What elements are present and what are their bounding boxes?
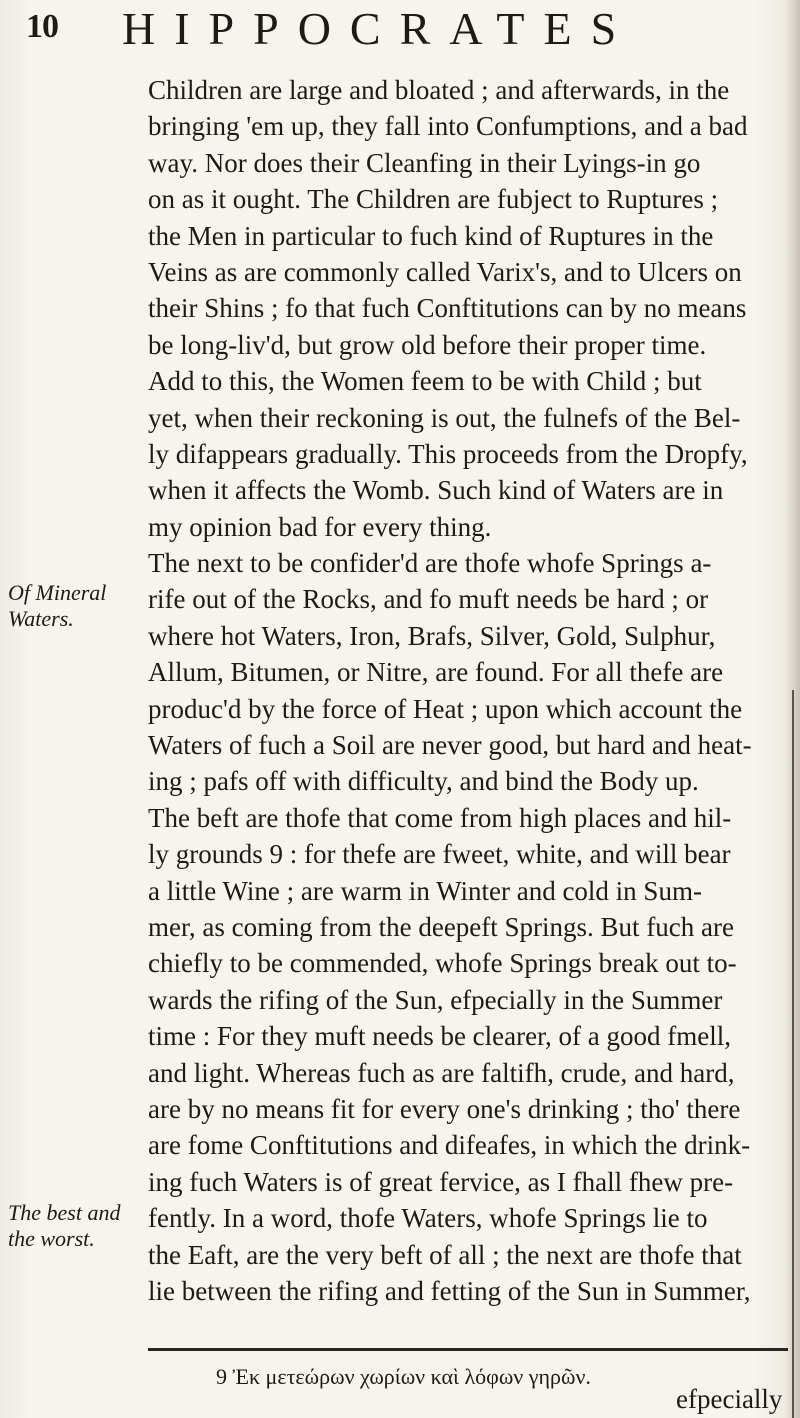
text-line: rife out of the Rocks, and fo muft needs be hard ; or [148, 584, 709, 615]
text-line: on as it ought. The Children are fubject to Ruptures ; [148, 184, 719, 215]
text-line: bringing 'em up, they fall into Confumptions, and a bad [148, 111, 748, 142]
text-line: be long-liv'd, but grow old before their proper time. [148, 329, 707, 360]
marginal-note-mineral-waters: Of Mineral Waters. [8, 580, 107, 631]
text-line: lie between the rifing and fetting of the Sun in Summer, [148, 1275, 751, 1306]
marginal-note-best-worst: The best and the worst. [8, 1200, 121, 1251]
text-line: fently. In a word, thofe Waters, whofe Springs lie to [148, 1203, 708, 1234]
text-line: Veins as are commonly called Varix's, and to Ulcers on [148, 256, 742, 287]
text-line: produc'd by the force of Heat ; upon which account the [148, 693, 743, 724]
text-line: way. Nor does their Cleanfing in their Lyings-in go [148, 147, 701, 178]
text-line: wards the rifing of the Sun, efpecially in the Summer [148, 984, 723, 1015]
footnote-rule [148, 1348, 788, 1351]
page-edge-line [792, 690, 794, 1418]
text-line: their Shins ; fo that fuch Conftitutions can by no means [148, 293, 747, 324]
text-line: Children are large and bloated ; and afterwards, in the [148, 75, 730, 105]
text-line: ly grounds 9 : for thefe are fweet, white, and will bear [148, 839, 731, 870]
text-line: mer, as coming from the deepeft Springs. But fuch are [148, 911, 734, 942]
text-line: are by no means fit for every one's drinking ; tho' there [148, 1093, 741, 1124]
text-line: ing ; pafs off with difficulty, and bind the Body up. [148, 766, 699, 797]
body-text [148, 72, 788, 1309]
catchword: efpecially [676, 1384, 783, 1414]
text-line: The beft are thofe that come from high places and hil- [148, 802, 732, 833]
footnote: 9 Ἐκ μετεώρων χωρίων καὶ λόφων γηρῶν. [216, 1364, 591, 1389]
text-line: yet, when their reckoning is out, the fulnefs of the Bel- [148, 402, 741, 433]
text-line: chiefly to be commended, whofe Springs break out to- [148, 948, 737, 979]
text-line: Waters of fuch a Soil are never good, but hard and heat- [148, 730, 752, 761]
text-line: ing fuch Waters is of great fervice, as I fhall fhew pre- [148, 1166, 734, 1197]
text-line: where hot Waters, Iron, Brafs, Silver, Gold, Sulphur, [148, 620, 716, 651]
text-line: are fome Conftitutions and difeafes, in which the drink- [148, 1130, 751, 1161]
page-number: 10 [26, 8, 58, 45]
text-line: when it affects the Womb. Such kind of Waters are in [148, 475, 724, 506]
text-line: Add to this, the Women feem to be with Child ; but [148, 366, 702, 397]
running-head: HIPPOCRATES [122, 3, 636, 54]
text-line: the Men in particular to fuch kind of Ruptures in the [148, 220, 714, 251]
text-line: the Eaft, are the very beft of all ; the next are thofe that [148, 1239, 742, 1270]
text-line: my opinion bad for every thing. [148, 511, 492, 542]
text-line: time : For they muft needs be clearer, of a good fmell, [148, 1021, 731, 1052]
text-line: Allum, Bitumen, or Nitre, are found. For all thefe are [148, 657, 724, 688]
text-line: ly difappears gradually. This proceeds from the Dropfy, [148, 438, 748, 469]
text-line: and light. Whereas fuch as are faltifh, crude, and hard, [148, 1057, 735, 1088]
text-line: a little Wine ; are warm in Winter and cold in Sum- [148, 875, 702, 906]
text-line: The next to be confider'd are thofe whofe Springs a- [148, 548, 712, 579]
